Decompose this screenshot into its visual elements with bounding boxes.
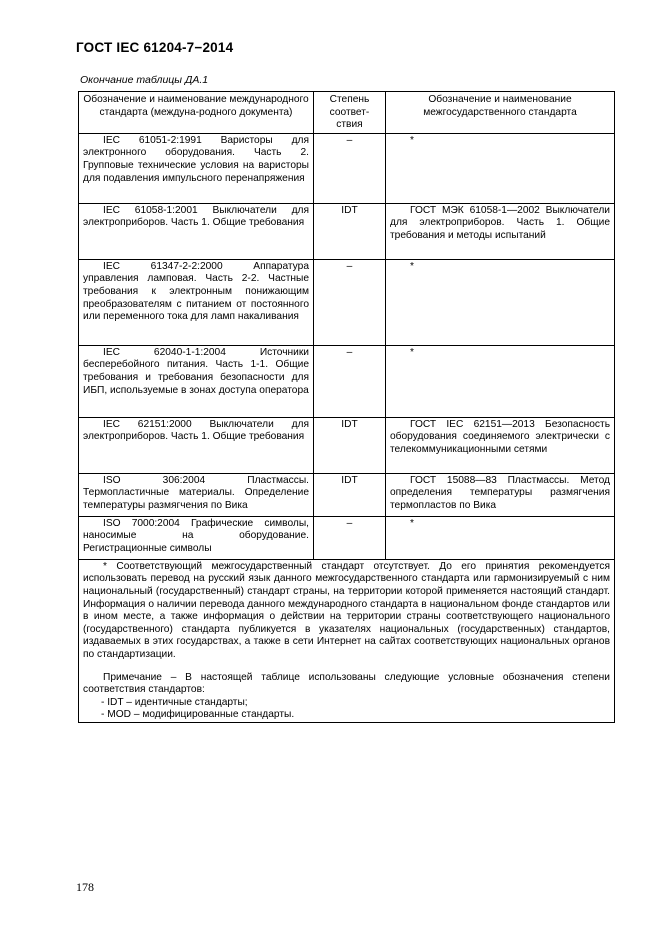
cell-degree: IDT [314, 203, 386, 259]
table-footnote-row [79, 559, 615, 722]
footnote-text: * Соответствующий межгосударственный стандарт отсутствует. До его принятия рекомендуется использовать перевод на русский язык данного межгосударственного стандарта или гармонизируемый с ним национальный (государственный) стандарт страны, на территории которой применяется настоящий стандарт. Информация о наличии перевода данного международного стандарта в национальном фонде стандартов или в ином месте, а также информация о действии на территории страны соответствующего национального (государственного) стандарта публикуется в указателях национальных (государственных) стандартов, издаваемых в этих государствах, а также в сети Интернет на сайтах соответствующих национальных органов по стандартизации. [83, 560, 610, 660]
note-list [83, 697, 610, 722]
table-row [79, 345, 615, 417]
cell-international-standard: ISO 306:2004 Пластмассы. Термопластичные материалы. Определение температуры размягчения по Вика [79, 473, 314, 516]
table-row [79, 259, 615, 345]
cell-interstate-standard: * [386, 259, 615, 345]
cell-degree: – [314, 345, 386, 417]
cell-interstate-standard: * [386, 345, 615, 417]
cell-international-standard: IEC 61058-1:2001 Выключатели для электроприборов. Часть 1. Общие требования [79, 203, 314, 259]
cell-interstate-standard: ГОСТ IEC 62151—2013 Безопасность оборудования соединяемого электрически с телекоммуникационными сетями [386, 417, 615, 473]
list-item: - IDT – идентичные стандарты; [101, 696, 248, 708]
table-row [79, 417, 615, 473]
column-header-interstate: Обозначение и наименование межгосударственного стандарта [386, 92, 615, 134]
document-header: ГОСТ IEC 61204-7−2014 [76, 40, 234, 55]
cell-international-standard: IEC 62040-1-1:2004 Источники бесперебойного питания. Часть 1-1. Общие требования и требования безопасности для ИБП, используемые в зонах доступа оператора [79, 345, 314, 417]
cell-degree: IDT [314, 473, 386, 516]
cell-degree: – [314, 516, 386, 559]
page-number: 178 [76, 880, 94, 894]
list-item: - MOD – модифицированные стандарты. [101, 709, 295, 721]
table-caption: Окончание таблицы ДА.1 [80, 74, 209, 86]
cell-interstate-standard: ГОСТ 15088—83 Пластмассы. Метод определения температуры размягчения термопластов по Вика [386, 473, 615, 516]
cell-international-standard: IEC 61347-2-2:2000 Аппаратура управления ламповая. Часть 2-2. Частные требования к электронным понижающим преобразователям с питанием от постоянного или переменного тока для ламп накаливания [79, 259, 314, 345]
cell-international-standard: IEC 61051-2:1991 Варисторы для электронного оборудования. Часть 2. Групповые технические условия на варисторы для подавления импульсного перенапряжения [79, 133, 314, 203]
column-header-international: Обозначение и наименование международного стандарта (междуна-родного документа) [79, 92, 314, 134]
cell-degree: – [314, 259, 386, 345]
table-row [79, 473, 615, 516]
cell-degree: – [314, 133, 386, 203]
table-row [79, 133, 615, 203]
note-text: Примечание – В настоящей таблице использованы следующие условные обозначения степени соответствия стандартов: [83, 671, 610, 696]
standards-table [78, 91, 615, 723]
cell-international-standard: IEC 62151:2000 Выключатели для электроприборов. Часть 1. Общие требования [79, 417, 314, 473]
column-header-degree: Степень соответ-ствия [314, 92, 386, 134]
cell-interstate-standard: ГОСТ МЭК 61058-1—2002 Выключатели для электроприборов. Часть 1. Общие требования и методы испытаний [386, 203, 615, 259]
table-footnote-cell [79, 559, 615, 722]
table-header-row [79, 92, 615, 134]
cell-international-standard: ISO 7000:2004 Графические символы, наносимые на оборудование. Регистрационные символы [79, 516, 314, 559]
cell-interstate-standard: * [386, 516, 615, 559]
cell-degree: IDT [314, 417, 386, 473]
table-row [79, 516, 615, 559]
table-row [79, 203, 615, 259]
cell-interstate-standard: * [386, 133, 615, 203]
